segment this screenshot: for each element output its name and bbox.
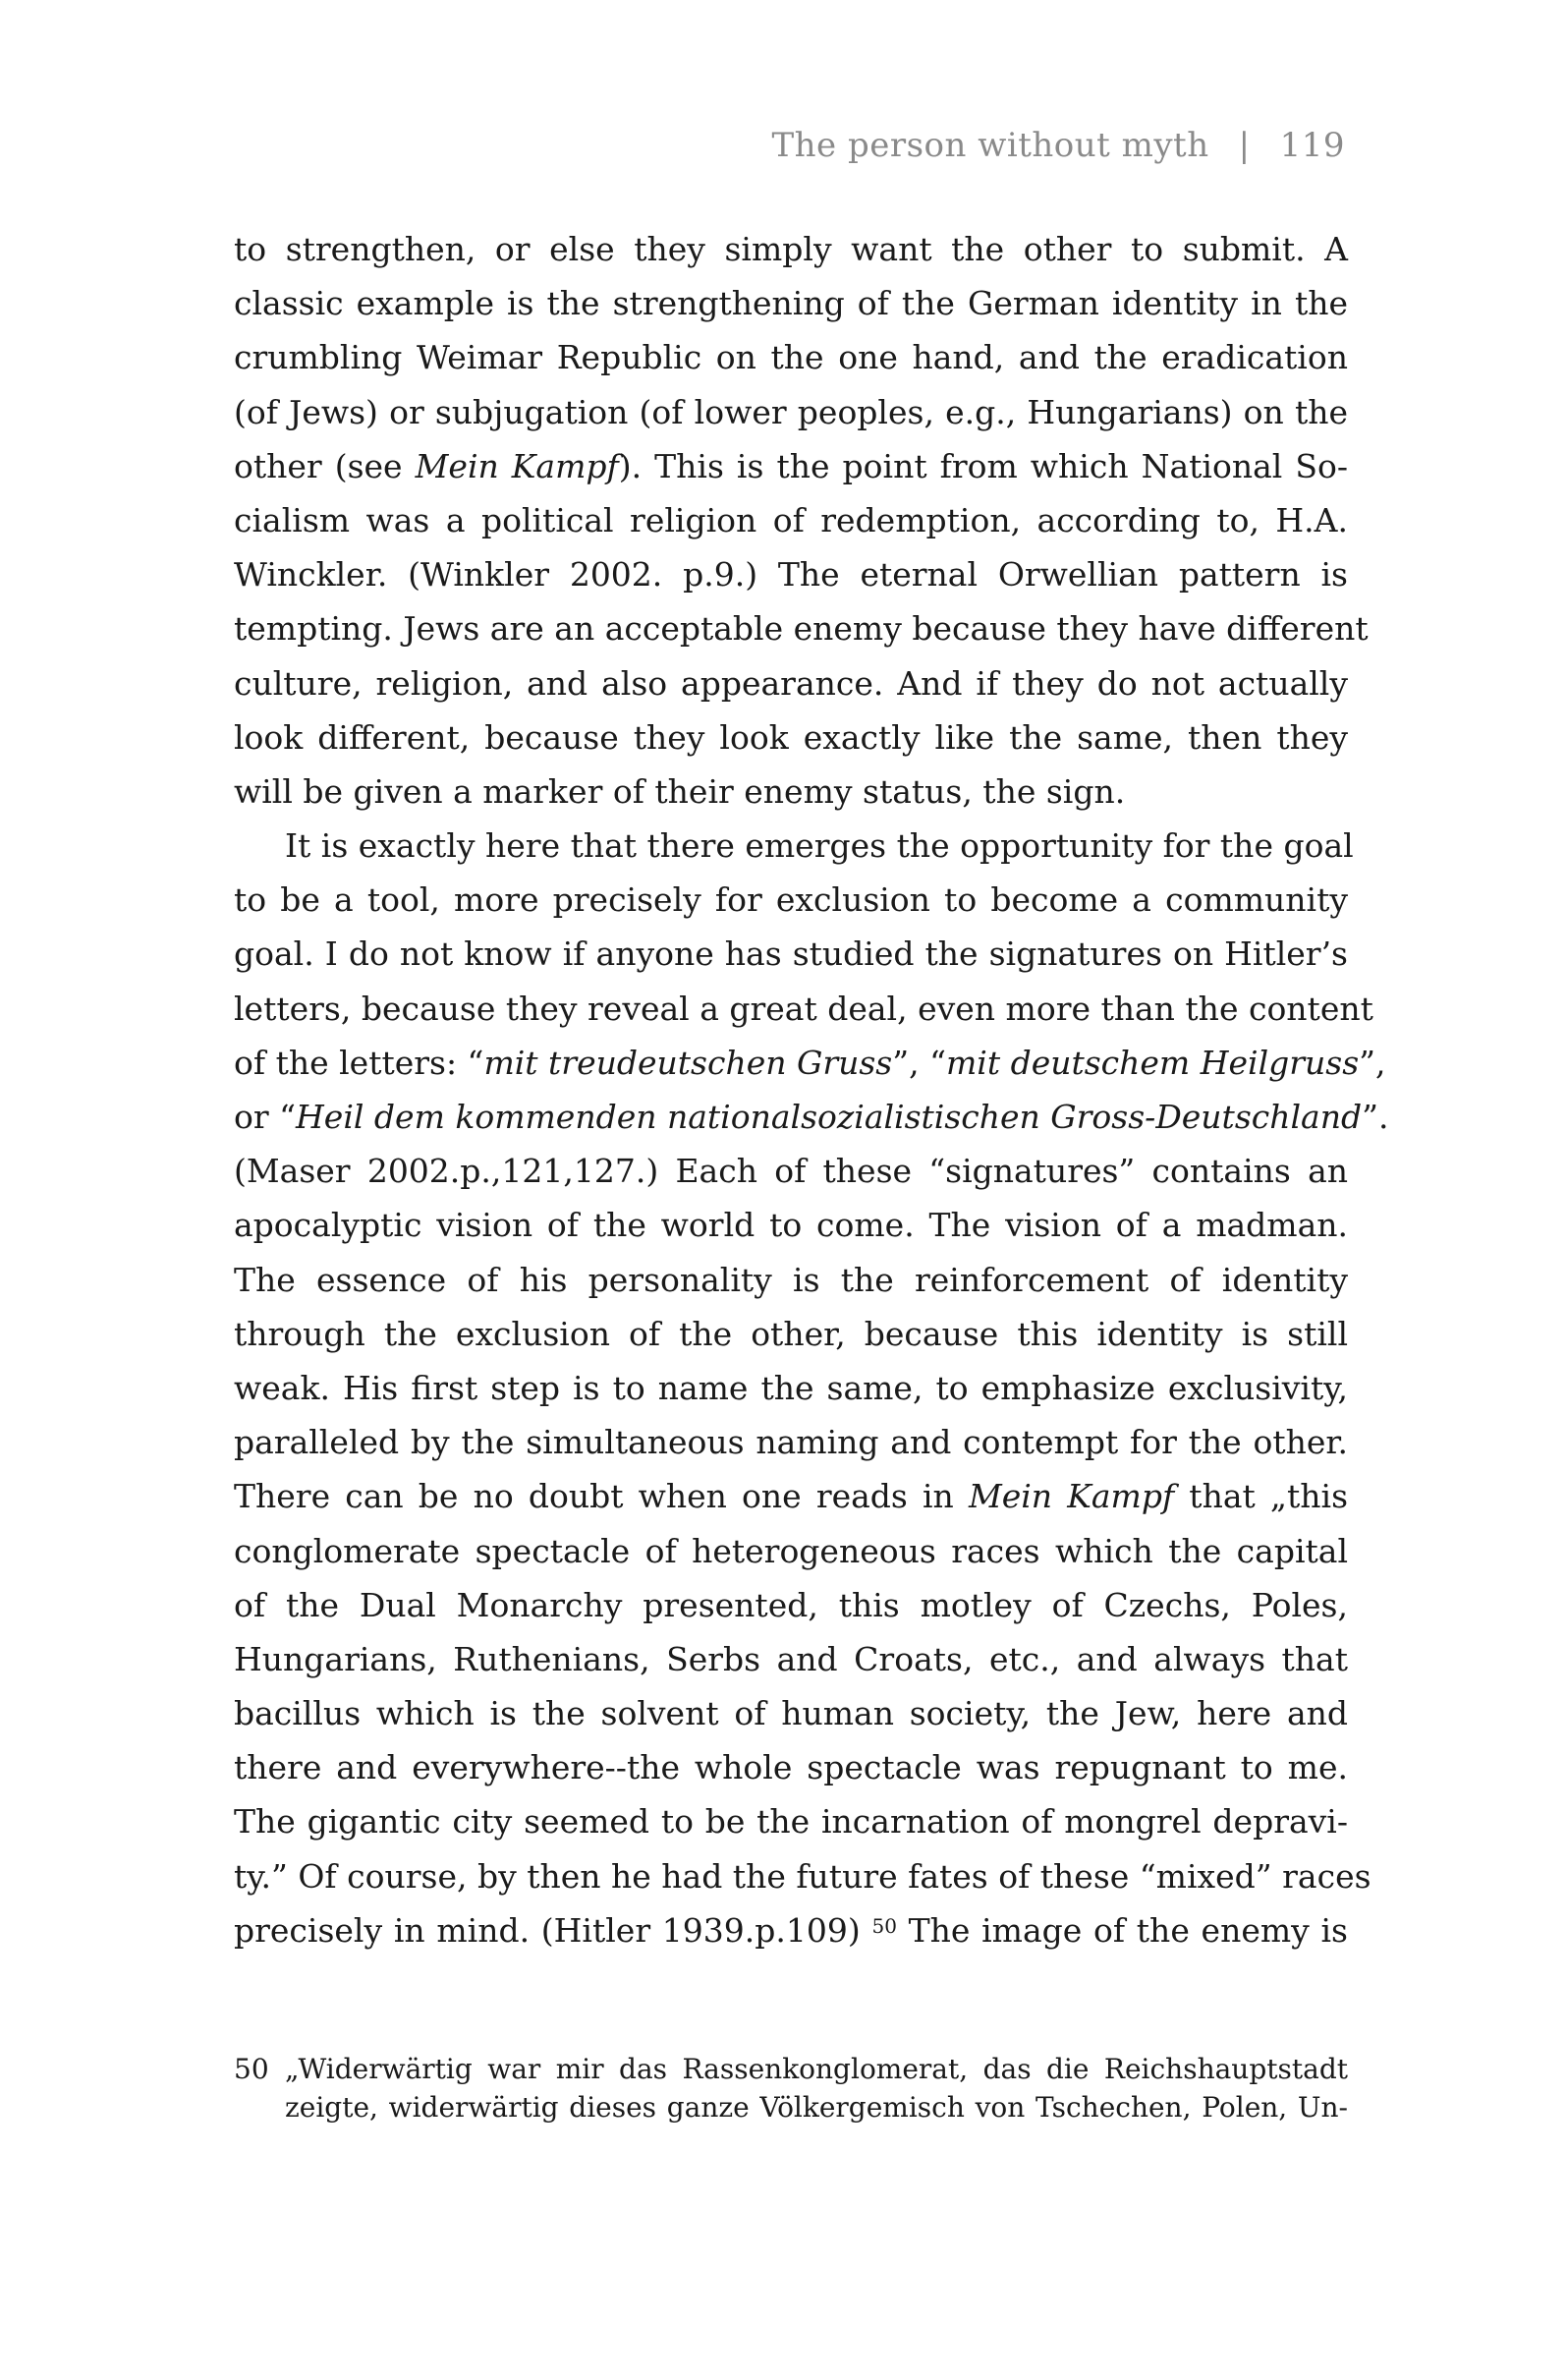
text-line: (of Jews) or subjugation (of lower peoples, e.g., Hungarians) on the xyxy=(234,392,1348,431)
text-line: will be given a marker of their enemy status, the sign. xyxy=(234,771,1126,811)
text-line: The gigantic city seemed to be the incarnation of mongrel depravi- xyxy=(234,1802,1348,1842)
text-line: ty.” Of course, by then he had the future fates of these “mixed” races xyxy=(234,1856,1371,1896)
footnote-number: 50 xyxy=(234,2053,269,2085)
text-line: of the Dual Monarchy presented, this motley of Czechs, Poles, xyxy=(234,1585,1348,1624)
footnote-text xyxy=(285,2050,1348,2126)
running-head xyxy=(771,126,1345,165)
text-line: through the exclusion of the other, because this identity is still xyxy=(234,1314,1348,1353)
footnote-line: zeigte, widerwärtig dieses ganze Völkergemisch von Tschechen, Polen, Un- xyxy=(285,2091,1348,2124)
text-line: (Maser 2002.p.,121,127.) Each of these “signatures” contains an xyxy=(234,1152,1348,1191)
header-separator: | xyxy=(1238,126,1251,165)
text-line: classic example is the strengthening of the German identity in the xyxy=(234,284,1348,323)
text-line: tempting. Jews are an acceptable enemy because they have different xyxy=(234,609,1369,649)
text-line: goal. I do not know if anyone has studied the signatures on Hitler’s xyxy=(234,935,1348,974)
text-line: look different, because they look exactly like the same, then they xyxy=(234,717,1348,757)
text-line: other (see Mein Kampf). This is the point from which National So- xyxy=(234,446,1348,485)
footnote xyxy=(234,2050,1348,2126)
text-line: There can be no doubt when one reads in Mein Kampf that „this xyxy=(234,1477,1348,1516)
text-line: culture, religion, and also appearance. And if they do not actually xyxy=(234,663,1348,703)
text-line: there and everywhere--the whole spectacle was repugnant to me. xyxy=(234,1748,1348,1787)
running-title: The person without myth xyxy=(771,126,1209,165)
text-line: to strengthen, or else they simply want the other to submit. A xyxy=(234,230,1348,268)
text-line: Winckler. (Winkler 2002. p.9.) The eternal Orwellian pattern is xyxy=(234,555,1348,595)
text-line: bacillus which is the solvent of human society, the Jew, here and xyxy=(234,1694,1348,1733)
text-line: of the letters: “mit treudeutschen Gruss”, “mit deutschem Heilgruss”, xyxy=(234,1043,1386,1082)
text-line: conglomerate spectacle of heterogeneous races which the capital xyxy=(234,1531,1348,1570)
text-line: apocalyptic vision of the world to come. The vision of a madman. xyxy=(234,1206,1348,1245)
text-line: weak. His first step is to name the same, to emphasize exclusivity, xyxy=(234,1368,1348,1407)
text-line: cialism was a political religion of redemption, according to, H.A. xyxy=(234,500,1348,539)
text-line: precisely in mind. (Hitler 1939.p.109) $^{50}$ The image of the enemy is xyxy=(234,1910,1348,1950)
text-line: crumbling Weimar Republic on the one hand, and the eradication xyxy=(234,338,1348,377)
text-line: letters, because they reveal a great deal, even more than the content xyxy=(234,989,1373,1028)
text-line: to be a tool, more precisely for exclusion to become a community xyxy=(234,880,1348,920)
text-line: The essence of his personality is the reinforcement of identity xyxy=(234,1260,1348,1299)
body-text xyxy=(234,222,1389,1957)
text-line: paralleled by the simultaneous naming and contempt for the other. xyxy=(234,1423,1348,1462)
page-number: 119 xyxy=(1279,126,1345,165)
text-line: or “Heil dem kommenden nationalsozialistischen Gross-Deutschland”. xyxy=(234,1098,1389,1136)
footnote-line: „Widerwärtig war mir das Rassenkonglomerat, das die Reichshauptstadt xyxy=(285,2053,1348,2085)
text-line: Hungarians, Ruthenians, Serbs and Croats, etc., and always that xyxy=(234,1639,1348,1678)
text-line: It is exactly here that there emerges the opportunity for the goal xyxy=(285,826,1354,866)
